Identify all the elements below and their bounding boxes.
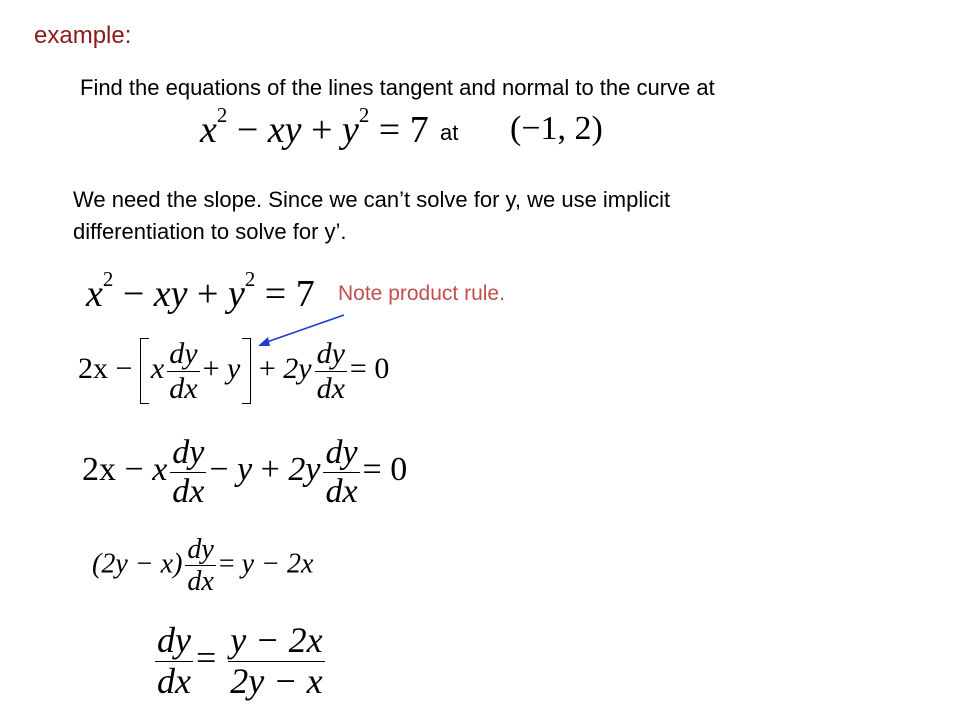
eq-exp: 2 — [216, 103, 228, 128]
eq-equals: = — [378, 109, 401, 151]
dy-dx-fraction-5: $\frac{dy}{dx}$ — [187, 534, 214, 598]
explanation-line-1: We need the slope. Since we can’t solve for y, we use implicit — [73, 187, 671, 212]
eq-seven: 7 — [409, 109, 429, 151]
dy-dx-fraction-3: $\frac{dy}{dx}$ — [172, 434, 205, 510]
left-bracket — [140, 338, 149, 404]
step-1-equation: $x^2$ − xy + $y^2 = 7$ — [86, 267, 315, 315]
step-3-equation: 2x − x $\frac{dy}{dx}$ − y + 2y $\frac{dy}{dx}$ = 0 — [82, 434, 408, 510]
heading: example: — [34, 22, 132, 49]
result-fraction: $\frac{y - 2x}{2y - x}$ — [230, 620, 323, 701]
step-4-equation: (2y − x) $\frac{dy}{dx}$ = y − 2x — [92, 534, 314, 598]
dy-dx-fraction-6: $\frac{dy}{dx}$ — [157, 620, 191, 701]
product-rule-note: Note product rule. — [338, 282, 505, 305]
eq-plus: + — [311, 109, 333, 151]
explanation-line-2: differentiation to solve for y’. — [73, 219, 347, 244]
dy-dx-fraction-4: $\frac{dy}{dx}$ — [325, 434, 358, 510]
eq-y: y — [341, 109, 359, 151]
dy-dx-fraction-2: $\frac{dy}{dx}$ — [316, 337, 345, 405]
eq-minus: − — [236, 109, 259, 151]
eq-x: x — [200, 109, 217, 151]
eq-xy: xy — [267, 109, 302, 151]
problem-text: Find the equations of the lines tangent and normal to the curve at — [80, 75, 715, 100]
point-label: (−1, 2) — [510, 110, 603, 147]
step-2-equation: 2x − x $\frac{dy}{dx}$ + y + 2y $\frac{dy}{dx}$ = 0 — [78, 337, 390, 405]
right-bracket — [242, 338, 251, 404]
dy-dx-fraction: $\frac{dy}{dx}$ — [169, 337, 198, 405]
at-label: at — [440, 120, 459, 145]
eq-exp-2: 2 — [358, 103, 370, 128]
step-5-equation: $\frac{dy}{dx}$ = $\frac{y - 2x}{2y - x}$ — [157, 620, 323, 701]
